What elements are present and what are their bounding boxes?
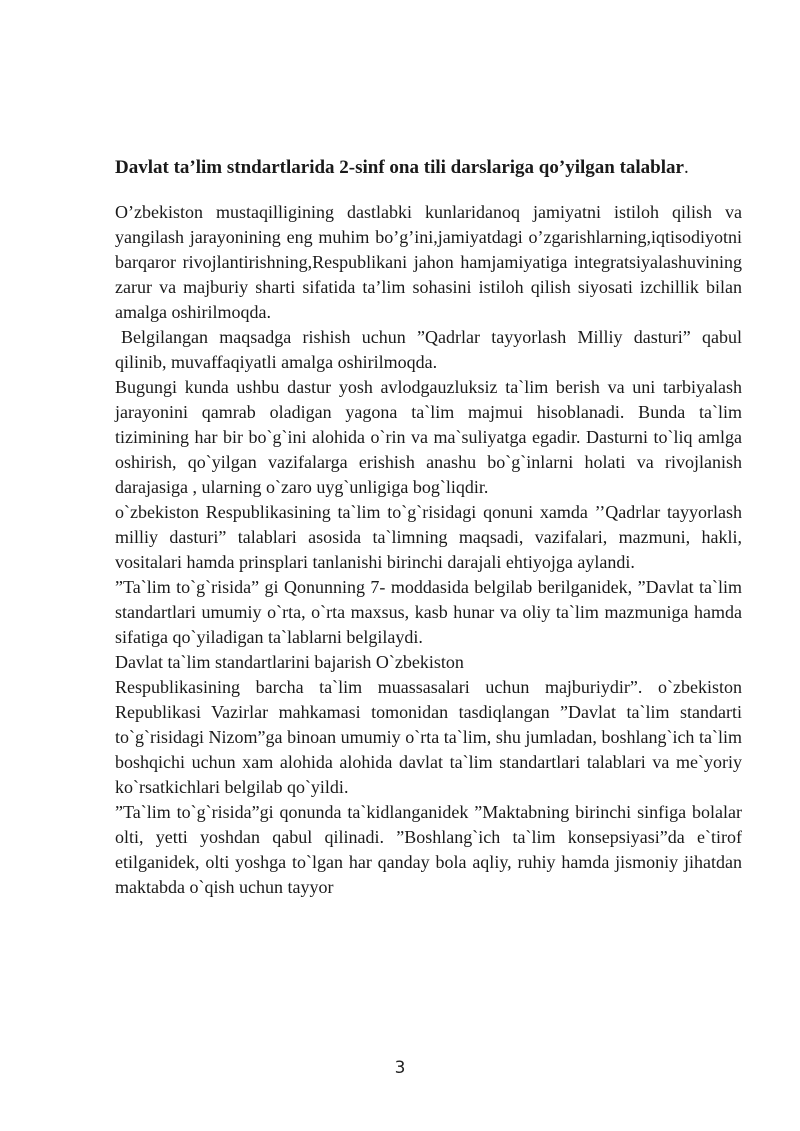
paragraph-8: ”Ta`lim to`g`risida”gi qonunda ta`kidlanganidek ”Maktabning birinchi sinfiga bolalar olti, yetti yoshdan qabul qilinadi. ”Boshlang`ich ta`lim konsepsiyasi”da e`tirof etilganidek, olti yoshga to`lgan har qanday bola aqliy, ruhiy hamda jismoniy jihatdan maktabda o`qish uchun tayyor: [115, 802, 742, 897]
paragraph-6: Davlat ta`lim standartlarini bajarish O`zbekiston: [115, 652, 464, 672]
page-number: 3: [394, 1058, 406, 1078]
title-spacer: [115, 180, 742, 200]
paragraph-1: O’zbekiston mustaqilligining dastlabki kunlaridanoq jamiyatni istiloh qilish va yangilash jarayonining eng muhim bo’g’ini,jamiyatdagi o’zgarishlarning,iqtisodiyotni barqaror rivojlantirishning,Respublikani jahon hamjamiyatiga integratsiyalashuvining zarur va majburiy sharti sifatida ta’lim sohasini istiloh qilish siyosati izchillik bilan amalga oshirilmoqda.: [115, 202, 742, 322]
paragraph-3: Bugungi kunda ushbu dastur yosh avlodgauzluksiz ta`lim berish va uni tarbiyalash jarayonini qamrab oladigan yagona ta`lim majmui hisoblanadi. Bunda ta`lim tizimining har bir bo`g`ini alohida o`rin va ma`suliyatga egadir. Dasturni to`liq amlga oshirish, qo`yilgan vazifalarga erishish anashu bo`g`inlarni holati va rivojlanish darajasiga , ularning o`zaro uyg`unligiga bog`liqdir.: [115, 377, 742, 497]
page-content: [115, 155, 742, 900]
document-title-period: .: [683, 157, 689, 178]
paragraph-7: Respublikasining barcha ta`lim muassasalari uchun majburiydir”. o`zbekiston Republikasi Vazirlar mahkamasi tomonidan tasdiqlangan ”Davlat ta`lim standarti to`g`risidagi Nizom”ga binoan umumiy o`rta ta`lim, shu jumladan, boshlang`ich ta`lim boshqichi uchun xam alohida alohida davlat ta`lim standartlari talablari va me`yoriy ko`rsatkichlari belgilab qo`yildi.: [115, 677, 742, 797]
paragraph-4: o`zbekiston Respublikasining ta`lim to`g`risidagi qonuni xamda ’’Qadrlar tayyorlash milliy dasturi” talablari asosida ta`limning maqsadi, vazifalari, mazmuni, hakli, vositalari hamda prinsplari tanlanishi birinchi darajali ehtiyojga aylandi.: [115, 502, 742, 572]
document-title-text: Davlat ta’lim stndartlarida 2-sinf ona tili darslariga qo’yilgan talablar: [115, 157, 684, 178]
document-title: [115, 155, 742, 180]
paragraph-2: Belgilangan maqsadga rishish uchun ”Qadrlar tayyorlash Milliy dasturi” qabul qilinib, muvaffaqiyatli amalga oshirilmoqda.: [115, 327, 742, 372]
paragraph-5: ”Ta`lim to`g`risida” gi Qonunning 7- moddasida belgilab berilganidek, ”Davlat ta`lim standartlari umumiy o`rta, o`rta maxsus, kasb hunar va oliy ta`lim mazmuniga hamda sifatiga qo`yiladigan ta`lablarni belgilaydi.: [115, 577, 742, 647]
